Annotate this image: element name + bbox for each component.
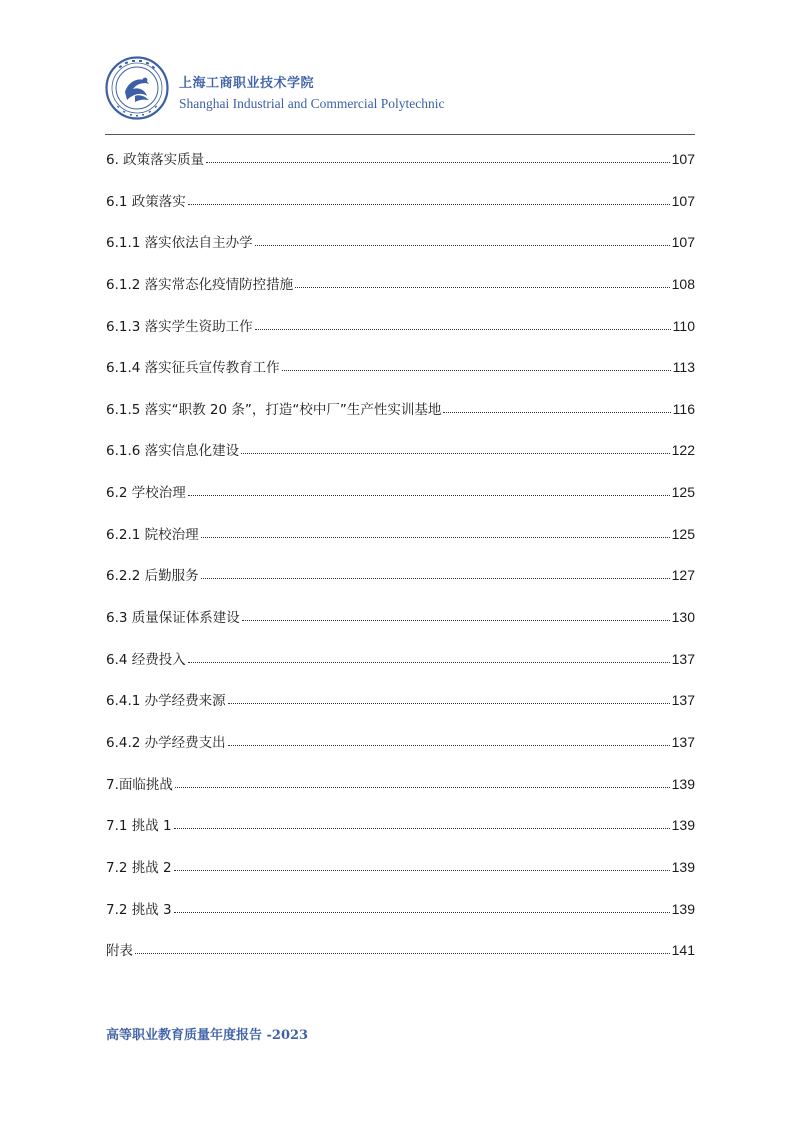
dot-leader — [242, 620, 670, 621]
dot-leader — [188, 204, 670, 205]
toc-entry-page-number: 130 — [671, 609, 695, 626]
toc-entry-title: 6.1.3 落实学生资助工作 — [106, 318, 253, 335]
toc-entry-page-number: 139 — [671, 858, 695, 875]
table-of-contents — [106, 148, 695, 981]
toc-entry[interactable] — [106, 898, 695, 940]
toc-entry-title: 6.1.5 落实“职教 20 条”，打造“校中厂”生产性实训基地 — [106, 401, 442, 418]
toc-entry-title: 6.4.2 办学经费支出 — [106, 734, 226, 751]
school-logo — [105, 56, 169, 120]
toc-entry-page-number: 137 — [671, 692, 695, 709]
toc-entry-page-number: 137 — [671, 733, 695, 750]
toc-entry-title: 7.面临挑战 — [106, 776, 173, 793]
toc-entry-page-number: 139 — [671, 775, 695, 792]
toc-entry-page-number: 137 — [671, 650, 695, 667]
toc-entry[interactable] — [106, 273, 695, 315]
dot-leader — [443, 412, 670, 413]
toc-entry-page-number: 141 — [671, 942, 695, 959]
toc-entry-title: 6.2.2 后勤服务 — [106, 568, 199, 585]
dot-leader — [255, 245, 670, 246]
toc-entry[interactable] — [106, 481, 695, 523]
toc-entry-page-number: 116 — [672, 400, 695, 417]
dot-leader — [201, 578, 670, 579]
toc-entry-title: 6.1.4 落实征兵宣传教育工作 — [106, 360, 280, 377]
toc-entry-page-number: 107 — [671, 234, 695, 251]
toc-entry[interactable] — [106, 439, 695, 481]
toc-entry-page-number: 107 — [671, 192, 695, 209]
dot-leader — [188, 662, 670, 663]
toc-entry-title: 6.2 学校治理 — [106, 485, 186, 502]
toc-entry-page-number: 107 — [671, 151, 695, 167]
dot-leader — [282, 370, 671, 371]
toc-entry[interactable] — [106, 523, 695, 565]
toc-entry-page-number: 113 — [672, 359, 695, 376]
toc-entry[interactable] — [106, 398, 695, 440]
toc-entry-title: 6.1 政策落实 — [106, 193, 186, 210]
dot-leader — [255, 329, 671, 330]
dot-leader — [174, 828, 670, 829]
dot-leader — [206, 162, 669, 163]
header-divider — [105, 134, 695, 135]
toc-entry[interactable] — [106, 689, 695, 731]
toc-entry[interactable] — [106, 856, 695, 898]
toc-entry-title: 6.4 经费投入 — [106, 651, 186, 668]
toc-entry[interactable] — [106, 315, 695, 357]
toc-entry-page-number: 125 — [671, 525, 695, 542]
dot-leader — [201, 537, 670, 538]
toc-entry-title: 6. 政策落实质量 — [106, 152, 205, 168]
toc-entry-title: 7.2 挑战 3 — [106, 901, 172, 918]
toc-entry[interactable] — [106, 773, 695, 815]
dot-leader — [174, 870, 670, 871]
toc-entry-page-number: 110 — [672, 317, 695, 334]
toc-entry[interactable] — [106, 148, 695, 190]
dot-leader — [174, 912, 670, 913]
toc-entry-page-number: 122 — [671, 442, 695, 459]
toc-entry[interactable] — [106, 190, 695, 232]
dot-leader — [295, 287, 669, 288]
school-name-cn: 上海工商职业技术学院 — [179, 76, 315, 91]
toc-entry-page-number: 125 — [671, 484, 695, 501]
toc-entry[interactable] — [106, 648, 695, 690]
toc-entry-title: 6.3 质量保证体系建设 — [106, 610, 240, 627]
toc-entry-title: 6.1.1 落实依法自主办学 — [106, 235, 253, 252]
toc-entry-page-number: 139 — [671, 900, 695, 917]
dot-leader — [228, 745, 670, 746]
toc-entry-title: 6.4.1 办学经费来源 — [106, 693, 226, 710]
toc-entry-page-number: 139 — [671, 817, 695, 834]
toc-entry[interactable] — [106, 814, 695, 856]
toc-entry[interactable] — [106, 731, 695, 773]
toc-entry[interactable] — [106, 356, 695, 398]
toc-entry[interactable] — [106, 606, 695, 648]
dot-leader — [188, 495, 670, 496]
toc-entry-title: 6.2.1 院校治理 — [106, 526, 199, 543]
toc-entry[interactable] — [106, 564, 695, 606]
toc-entry-page-number: 127 — [671, 567, 695, 584]
dot-leader — [135, 953, 670, 954]
toc-entry-title: 7.1 挑战 1 — [106, 818, 172, 835]
toc-entry[interactable] — [106, 939, 695, 981]
toc-entry[interactable] — [106, 231, 695, 273]
toc-entry-title: 6.1.6 落实信息化建设 — [106, 443, 240, 460]
toc-entry-title: 6.1.2 落实常态化疫情防控措施 — [106, 276, 294, 293]
toc-entry-title: 7.2 挑战 2 — [106, 859, 172, 876]
dot-leader — [241, 453, 669, 454]
page-header — [105, 56, 695, 122]
dot-leader — [175, 787, 670, 788]
toc-entry-title: 附表 — [106, 943, 133, 960]
dot-leader — [228, 703, 670, 704]
page-footer: 高等职业教育质量年度报告 -2023 — [106, 1028, 309, 1043]
school-name-en: Shanghai Industrial and Commercial Polytechnic — [179, 96, 445, 111]
toc-entry-page-number: 108 — [671, 275, 695, 292]
